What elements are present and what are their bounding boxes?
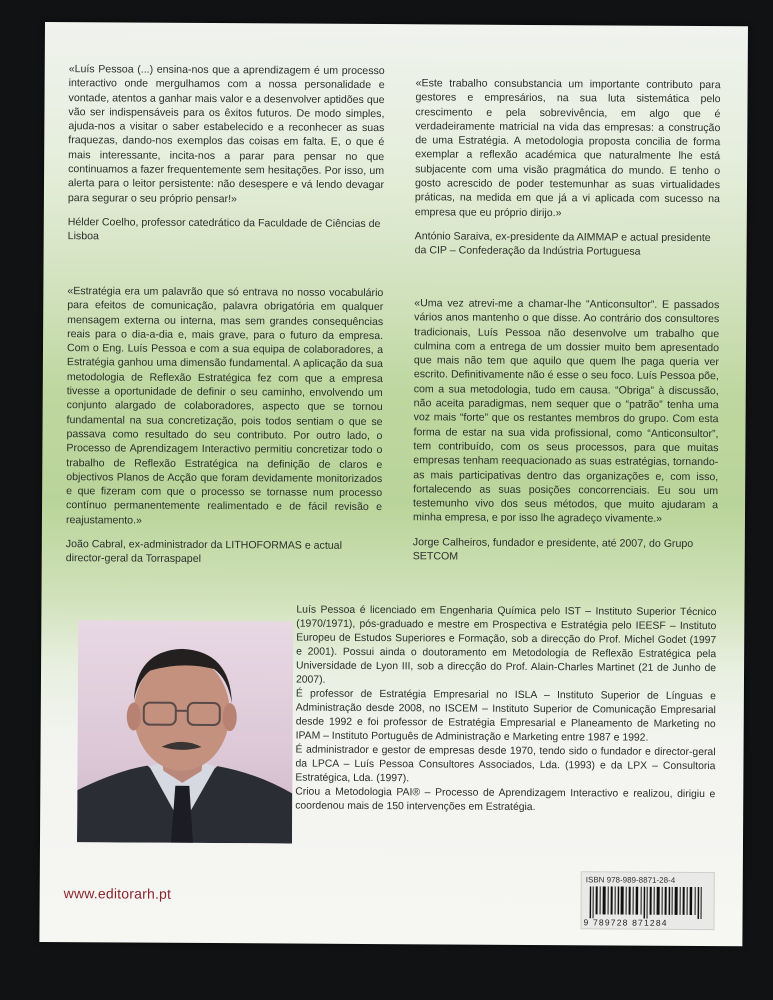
quote-author: João Cabral, ex-administrador da LITHOFORMAS e actual director-geral da Torraspapel (65, 538, 342, 566)
quote-text: «Este trabalho consubstancia um importante contributo para gestores e empresários, na sua luta sistemática pelo crescimento e pela sobrevivência, em algo que é verdadeiramente matricial na vida das empresas: a construção de uma Estratégia. A metodologia proposta concilia de forma exemplar a reflexão académica que naturalmente lhe está subjacente com uma visão pragmática do mundo. E tenho o gosto acrescido de poder testemunhar as suas virtualidades práticas, na medida em que já a vi aplicada com sucesso na empresa que eu próprio dirijo.» (414, 77, 721, 219)
barcode-icon (590, 886, 706, 919)
book-back-cover (39, 22, 748, 946)
quote-text: «Luís Pessoa (...) ensina-nos que a aprendizagem é um processo interactivo onde mergulhamos com a nossa personalidade e vontade, atentos a ganhar mais valor e a desenvolver aptidões que vão ser indispensáveis para os êxitos futuros. De modo simples, ajuda-nos a visitar o saber estabelecido e a reconhecer as suas fraquezas, dando-nos exemplos das coisas em falta. E, o que é mais interessante, incita-nos a parar para pensar no que continuamos a fazer frequentemente sem hesitações. Por isso, um alerta para o leitor persistente: não desespere e vá lendo devagar para segurar o seu próprio pensar!» (67, 63, 385, 205)
quote-block (415, 76, 721, 259)
author-photo (77, 620, 293, 843)
quote-text: «Estratégia era um palavrão que só entrava no nosso vocabulário para efeitos de comunicação, palavra obrigatória em qualquer mensagem externa ou interna, mas sem grandes consequências reais para o dia-a-dia e, mais grave, para o futuro da empresa. Com o Eng. Luís Pessoa e com a sua equipa de colaboradores, a Estratégia ganhou uma dimensão fundamental. A aplicação da sua metodologia de Reflexão Estratégica fez com que a empresa tivesse a oportunidade de definir o seu caminho, envolvendo um conjunto alargado de colaboradores, aspecto que se tornou fundamental na sua concretização, pois todos sentiam o que se passava como resultado do seu contributo. Por outro lado, o Processo de Aprendizagem Interactivo permitiu concretizar todo o trabalho de Reflexão Estratégica na definição de claros e objectivos Planos de Acção que foram devidamente monitorizados e que fizeram com que o processo se tornasse num processo contínuo permanentemente realimentado e de fácil revisão e reajustamento.» (65, 285, 384, 527)
barcode-number: 9 789728 871284 (583, 917, 668, 928)
quote-block (413, 296, 720, 565)
author-portrait-illustration (77, 620, 293, 843)
quote-author: António Saraiva, ex-presidente da AIMMAP e actual presidente da CIP – Confederação da Indústria Portuguesa (414, 230, 711, 258)
isbn-label: ISBN 978-989-8871-28-4 (585, 875, 676, 885)
quote-block (66, 284, 384, 568)
bio-paragraph: Luís Pessoa é licenciado em Engenharia Química pelo IST – Instituto Superior Técnico (1970/1971), pós-graduado e mestre em Prospectiva e Estratégia pelo IEESF – Instituto Europeu de Estudos Superiores e Formação, sob a direcção do Prof. Michel Godet (1997 e 2001). Possui ainda o doutoramento em Metodologia de Reflexão Estratégica pela Universidade de Lyon III, sob a direcção do Prof. Alain-Charles Martinet (21 de Junho de 2007). (295, 604, 717, 686)
bio-paragraph: Criou a Metodologia PAI® – Processo de Aprendizagem Interactivo e realizou, dirigiu e coordenou mais de 150 intervenções em Estratégia. (295, 786, 716, 814)
bio-paragraph: É administrador e gestor de empresas desde 1970, tendo sido o fundador e director-geral da LPCA – Luís Pessoa Consultores Associados, Lda. (1993) e da LPX – Consultoria Estratégica, Lda. (1997). (295, 744, 716, 785)
bio-paragraph: É professor de Estratégia Empresarial no ISLA – Instituto Superior de Línguas e Administração desde 2008, no ISCEM – Instituto Superior de Comunicação Empresarial desde 1992 e foi professor de Estratégia Empresarial e Planeamento de Marketing no IPAM – Instituto Português de Administração e Marketing entre 1987 e 1992. (295, 688, 716, 744)
author-bio (295, 604, 716, 817)
quote-author: Jorge Calheiros, fundador e presidente, até 2007, do Grupo SETCOM (412, 536, 694, 563)
quote-text: «Uma vez atrevi-me a chamar-lhe “Anticonsultor”. E passados vários anos mantenho o que disse. Ao contrário dos consultores tradicionais, Luís Pessoa não desenvolve um trabalho que culmina com a entrega de um dossier muito bem apresentado que mais não tem que aquilo que quem lhe paga queria ver escrito. Definitivamente não é esse o seu foco. Luís Pessoa põe, com a sua metodologia, tudo em causa. “Obriga” à discussão, não aceita paradigmas, nem sequer que o “patrão” tenha uma voz mais “forte” que os restantes membros do grupo. Com esta forma de estar na sua vida profissional, como “Anticonsultor”, tem contribuído, com os seus processos, para que muitas empresas tenham reequacionado as suas estratégias, tornando-as mais participativas dentro das organizações e, com isso, fortalecendo as suas posições concorrenciais. Eu sou um testemunho vivo dos seus métodos, que muito ajudaram a minha empresa, e por isso lhe agradeço vivamente.» (412, 297, 720, 526)
quote-author: Hélder Coelho, professor catedrático da Faculdade de Ciências de Lisboa (67, 216, 381, 243)
isbn-barcode-box (580, 871, 714, 930)
publisher-website-link[interactable]: www.editorarh.pt (63, 885, 172, 902)
quote-block (68, 62, 385, 245)
